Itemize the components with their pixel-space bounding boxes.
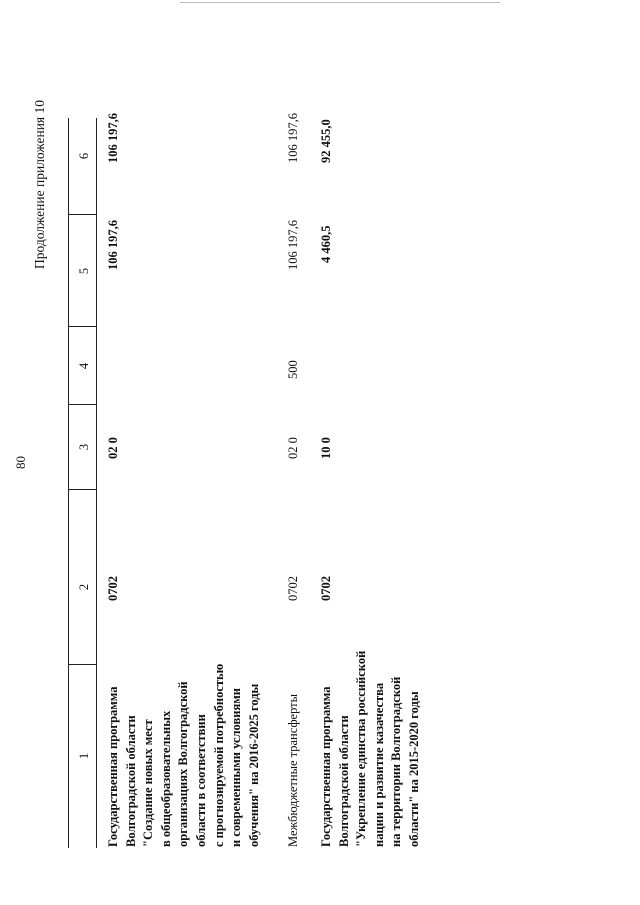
name-line: организациях Волгоградской — [176, 681, 191, 847]
name-line: Государственная программа — [319, 686, 333, 847]
name-line: на территории Волгоградской — [389, 676, 404, 847]
page-number: 80 — [13, 456, 28, 469]
sum-col-5: 106 197,6 — [106, 220, 120, 270]
table-row-name: Межбюджетные трансферты — [286, 693, 300, 847]
section-code: 0702 — [319, 576, 333, 601]
sum-col-6: 106 197,6 — [286, 113, 300, 163]
column-divider — [68, 326, 97, 327]
column-divider — [68, 489, 97, 490]
appendix-header: Продолжение приложения 10 — [32, 99, 47, 269]
sum-col-6: 92 455,0 — [319, 119, 333, 163]
sum-col-6: 106 197,6 — [106, 113, 120, 163]
column-number: 4 — [77, 362, 91, 370]
name-line: и современными условиями — [229, 688, 244, 847]
column-number: 3 — [77, 443, 91, 451]
table-header-bottom-border — [96, 118, 97, 848]
table-row-name — [318, 651, 424, 847]
name-line: в общеобразовательных — [158, 710, 173, 847]
column-divider — [68, 404, 97, 405]
sum-col-5: 106 197,6 — [286, 220, 300, 270]
name-line: области в соответствии — [193, 714, 208, 847]
name-line: Государственная программа — [106, 686, 120, 847]
column-number: 1 — [77, 752, 91, 760]
table-top-border — [68, 118, 69, 848]
scan-edge-mark — [180, 0, 500, 3]
name-line: нации и развитие казачества — [371, 682, 386, 847]
name-line: Волгоградской области — [336, 715, 351, 847]
name-line: "Укрепление единства российской — [354, 650, 369, 847]
name-line: области" на 2015-2020 годы — [406, 691, 421, 847]
table-row-name — [105, 664, 263, 847]
expense-type-code: 500 — [286, 360, 300, 379]
name-line: обучения" на 2016-2025 годы — [246, 683, 261, 847]
section-code: 0702 — [286, 576, 300, 601]
name-line: с прогнозируемой потребностью — [211, 663, 226, 847]
target-code: 10 0 — [319, 437, 333, 459]
name-line: Волгоградской области — [123, 715, 138, 847]
section-code: 0702 — [106, 576, 120, 601]
sum-col-5: 4 460,5 — [319, 225, 333, 263]
column-divider — [68, 664, 97, 665]
target-code: 02 0 — [286, 437, 300, 459]
name-line: "Создание новых мест — [141, 719, 156, 847]
target-code: 02 0 — [106, 437, 120, 459]
column-number: 6 — [77, 152, 91, 160]
column-number: 5 — [77, 267, 91, 275]
column-divider — [68, 214, 97, 215]
column-number: 2 — [77, 583, 91, 591]
